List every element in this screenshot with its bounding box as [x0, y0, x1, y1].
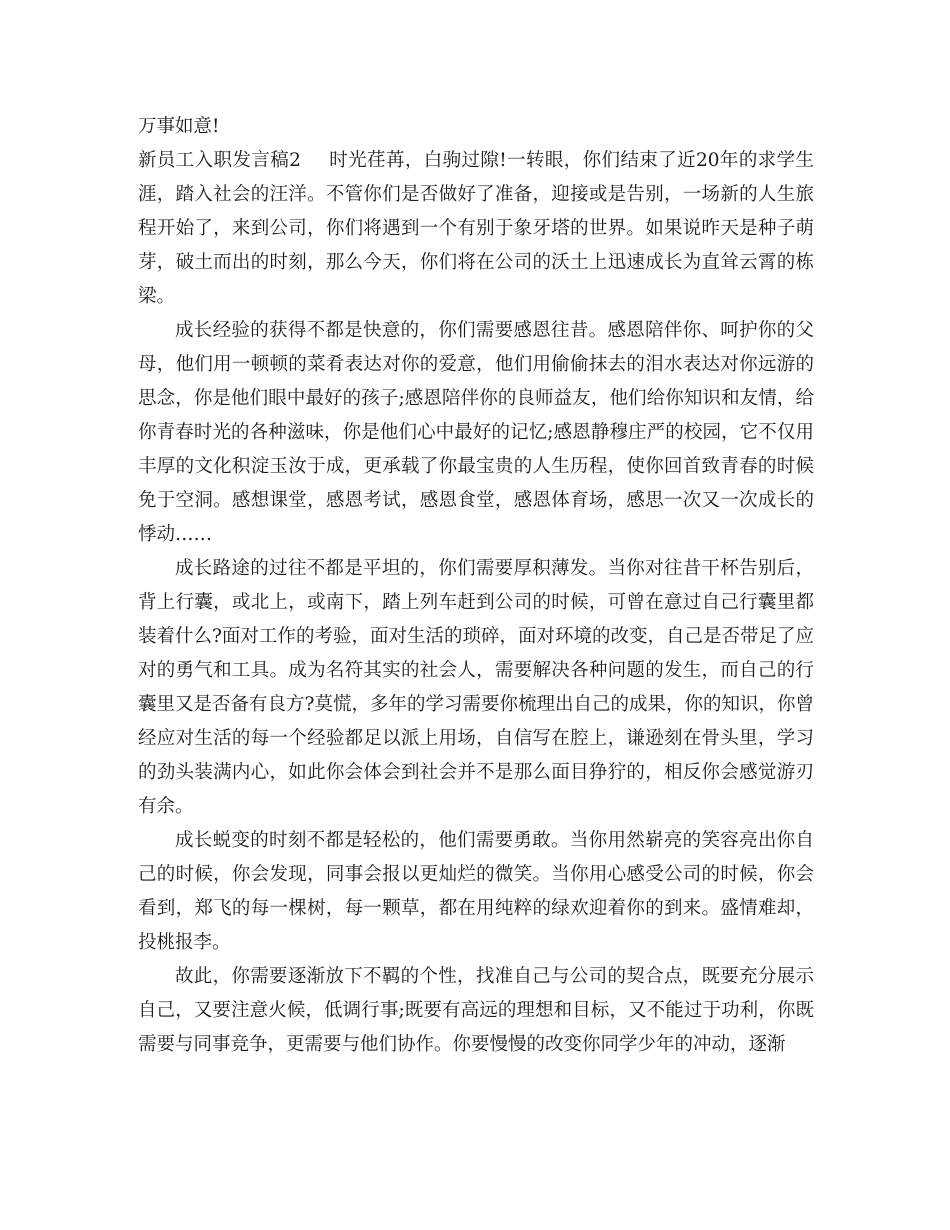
- paragraph-journey: 成长路途的过往不都是平坦的，你们需要厚积薄发。当你对往昔干杯告别后，背上行囊，或北上，或南下，踏上列车赶到公司的时候，可曾在意过自己行囊里都装着什么?面对工作的考验，面对生活的琐碎，面对环境的改变，自己是否带足了应对的勇气和工具。成为名符其实的社会人，需要解决各种问题的发生，而自己的行囊里又是否备有良方?莫慌，多年的学习需要你梳理出自己的成果，你的知识，你曾经应对生活的每一个经验都足以派上用场，自信写在腔上，谦逊刻在骨头里，学习的劲头装满内心，如此你会体会到社会并不是那么面目狰狞的，相反你会感觉游刃有余。: [138, 558, 814, 817]
- document-body: [138, 110, 814, 1062]
- paragraph-gratitude: 成长经验的获得不都是快意的，你们需要感恩往昔。感恩陪伴你、呵护你的父母，他们用一顿顿的菜肴表达对你的爱意，他们用偷偷抹去的泪水表达对你远游的思念，你是他们眼中最好的孩子;感恩陪伴你的良师益友，他们给你知识和友情，给你青春时光的各种滋味，你是他们心中最好的记忆;感恩静穆庄严的校园，它不仅用丰厚的文化积淀玉汝于成，更承载了你最宝贵的人生历程，使你回首致青春的时候免于空洞。感想课堂，感恩考试，感恩食堂，感恩体育场，感思一次又一次成长的悸动……: [138, 320, 814, 545]
- paragraph-1-text: 时光荏苒，白驹过隙!一转眼，你们结束了近20年的求学生涯，踏入社会的汪洋。不管你们是否做好了准备，迎接或是告别，一场新的人生旅程开始了，来到公司，你们将遇到一个有别于象牙塔的世界。如果说昨天是种子萌芽，破土而出的时刻，那么今天，你们将在公司的沃土上迅速成长为直耸云霄的栋梁。: [138, 150, 814, 307]
- closing-line: 万事如意!: [138, 116, 220, 137]
- section-heading: 新员工入职发言稿2: [138, 150, 301, 171]
- paragraph-courage: 成长蜕变的时刻不都是轻松的，他们需要勇敢。当你用然崭亮的笑容亮出你自己的时候，你会发现，同事会报以更灿烂的微笑。当你用心感受公司的时候，你会看到，郑飞的每一棵树，每一颗草，都在用纯粹的绿欢迎着你的到来。盛情难却，投桃报李。: [138, 830, 814, 953]
- paragraph-conclusion: 故此，你需要逐渐放下不羁的个性，找准自己与公司的契合点，既要充分展示自己，又要注意火候，低调行事;既要有高远的理想和目标，又不能过于功利，你既需要与同事竞争，更需要与他们协作。你要慢慢的改变你同学少年的冲动，逐渐: [138, 966, 814, 1055]
- paragraph-intro: [138, 144, 814, 314]
